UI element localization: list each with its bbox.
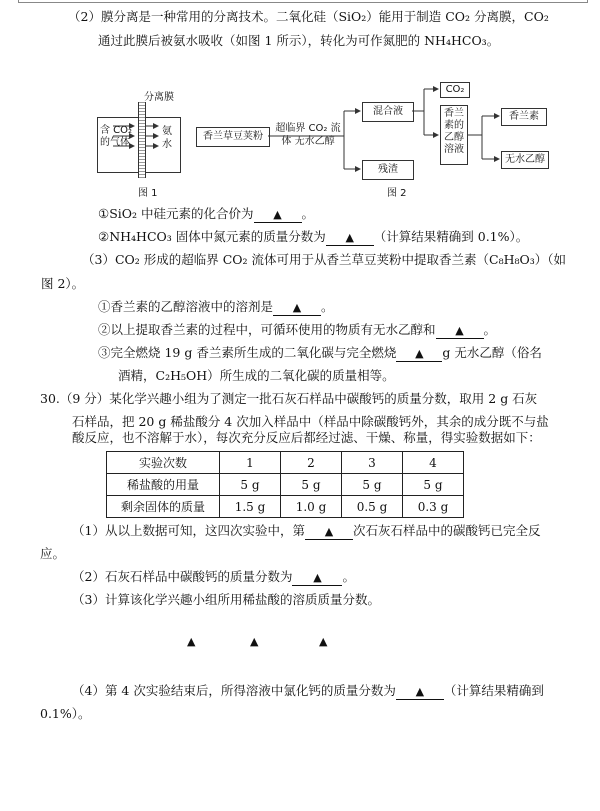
table-cell: 稀盐酸的用量 — [107, 474, 220, 496]
s4-blank[interactable] — [396, 684, 444, 700]
q3-a-text: ①香兰素的乙醇溶液中的溶剂是 — [98, 299, 274, 314]
answer-marker: ▲ — [187, 635, 196, 648]
q2-intro-line2: 通过此膜后被氨水吸收（如图 1 所示），转化为可作氮肥的 NH₄HCO₃。 — [98, 33, 500, 48]
fig2-caption: 图 2 — [387, 188, 407, 199]
table-header-row — [107, 452, 464, 474]
table-cell: 1.0 g — [281, 496, 342, 518]
q2-b-blank[interactable] — [326, 230, 374, 246]
answer-marker: ▲ — [319, 635, 328, 648]
q30-line2: 石样品，把 20 g 稀盐酸分 4 次加入样品中（样品中除碳酸钙外，其余的成分既不与盐 — [72, 414, 549, 429]
marker-icon: ▲ — [324, 525, 334, 538]
table-cell: 4 — [403, 452, 464, 474]
s3-line: （3）计算该化学兴趣小组所用稀盐酸的溶质质量分数。 — [72, 592, 380, 607]
q3-line1: （3）CO₂ 形成的超临界 CO₂ 流体可用于从香兰草豆荚粉中提取香兰素（C₈H₈O₃）（如 — [82, 252, 567, 267]
q3-c-tail: g 无水乙醇（俗名 — [442, 345, 542, 360]
marker-icon: ▲ — [313, 571, 322, 584]
vanilla-powder-box: 香兰草豆荚粉 — [196, 127, 270, 147]
residue-box: 残渣 — [362, 160, 414, 180]
experiment-table — [106, 451, 464, 518]
table-cell: 5 g — [403, 474, 464, 496]
s4-text: （4）第 4 次实验结束后，所得溶液中氯化钙的质量分数为 — [72, 683, 396, 698]
q3-c-line2: 酒精，C₂H₅OH）所生成的二氧化碳的质量相等。 — [118, 368, 395, 383]
marker-icon: ▲ — [415, 685, 425, 698]
table-cell: 剩余固体的质量 — [107, 496, 220, 518]
s1-text: （1）从以上数据可知，这四次实验中，第 — [72, 523, 305, 538]
q3-a-blank[interactable] — [273, 300, 321, 316]
co2-box: CO₂ — [440, 82, 470, 98]
q2-a-line — [98, 206, 314, 223]
table-cell: 实验次数 — [107, 452, 220, 474]
s2-line — [72, 569, 355, 586]
s4-tail: （计算结果精确到 — [443, 683, 544, 698]
solution-box: 香兰素的乙醇溶液 — [440, 105, 468, 165]
q2-intro-line1: （2）膜分离是一种常用的分离技术。二氧化硅（SiO₂）能用于制造 CO₂ 分离膜，CO₂ — [68, 9, 549, 24]
table-cell: 1 — [220, 452, 281, 474]
period: 。 — [321, 299, 334, 314]
table-cell: 5 g — [342, 474, 403, 496]
table-cell: 5 g — [220, 474, 281, 496]
table-cell: 0.3 g — [403, 496, 464, 518]
s1-blank[interactable] — [305, 524, 353, 540]
s2-text: （2）石灰石样品中碳酸钙的质量分数为 — [72, 569, 293, 584]
q30-line3: 酸反应，也不溶解于水），每次充分反应后都经过滤、干燥、称量，得实验数据如下： — [72, 430, 541, 445]
q2-a-blank[interactable] — [254, 207, 302, 223]
ammonia-label: 氨水 — [162, 126, 172, 150]
q2-b-line — [98, 229, 528, 246]
marker-icon: ▲ — [273, 208, 282, 221]
s4-line2: 0.1%）。 — [40, 706, 91, 721]
marker-icon: ▲ — [455, 324, 464, 337]
q3-b-text: ②以上提取香兰素的过程中，可循环使用的物质有无水乙醇和 — [98, 322, 436, 337]
membrane-label: 分离膜 — [144, 92, 174, 103]
q3-b-line — [98, 322, 496, 339]
table-row — [107, 474, 464, 496]
q3-c-blank[interactable] — [396, 346, 442, 362]
q3-c-text: ③完全燃烧 19 g 香兰素所生成的二氧化碳与完全燃烧 — [98, 345, 397, 360]
table-row — [107, 496, 464, 518]
fig1-caption: 图 1 — [138, 188, 158, 199]
s1-tail: 次石灰石样品中的碳酸钙已完全反 — [352, 523, 541, 538]
s2-blank[interactable] — [292, 570, 342, 586]
ethanol-box: 无水乙醇 — [501, 151, 549, 169]
q30-line1: 30.（9 分）某化学兴趣小组为了测定一批石灰石样品中碳酸钙的质量分数，取用 2 g 石灰 — [40, 391, 538, 406]
q3-b-blank[interactable] — [436, 323, 484, 339]
q3-c-line1 — [98, 345, 542, 362]
q3-line2: 图 2）。 — [41, 276, 85, 291]
gas-label: 含 CO₂ 的气体 — [100, 125, 133, 148]
period: 。 — [301, 206, 315, 221]
s1-line1 — [72, 523, 540, 540]
s4-line1 — [72, 683, 544, 700]
period: 。 — [483, 322, 497, 337]
q2-b-text: ②NH₄HCO₃ 固体中氮元素的质量分数为 — [98, 229, 326, 244]
marker-icon: ▲ — [345, 231, 354, 244]
table-cell: 3 — [342, 452, 403, 474]
period: 。 — [342, 569, 355, 584]
s1-line2: 应。 — [40, 546, 66, 561]
q2-a-text: ①SiO₂ 中硅元素的化合价为 — [98, 206, 254, 221]
q2-b-tail: （计算结果精确到 0.1%）。 — [373, 229, 529, 244]
table-cell: 0.5 g — [342, 496, 403, 518]
table-cell: 2 — [281, 452, 342, 474]
vanillin-box: 香兰素 — [501, 108, 547, 126]
table-cell: 5 g — [281, 474, 342, 496]
marker-icon: ▲ — [292, 301, 302, 314]
marker-icon: ▲ — [415, 347, 424, 360]
q3-a-line — [98, 299, 334, 316]
answer-marker: ▲ — [250, 635, 259, 648]
table-cell: 1.5 g — [220, 496, 281, 518]
process-label: 超临界 CO₂ 流体 无水乙醇 — [275, 123, 341, 147]
mixture-box: 混合液 — [362, 102, 414, 122]
